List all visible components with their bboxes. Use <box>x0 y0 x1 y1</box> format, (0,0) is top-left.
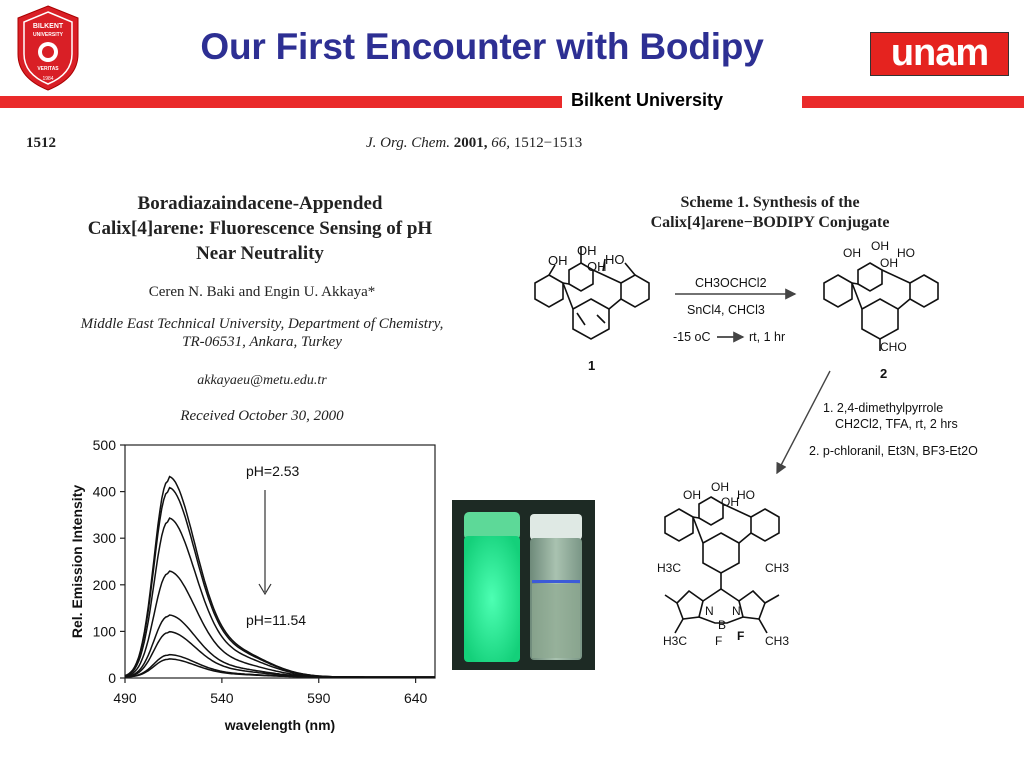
bodipy-boron: B <box>718 618 727 632</box>
oh-label: OH <box>843 246 861 260</box>
header-divider-left <box>0 96 562 108</box>
synthesis-scheme <box>525 235 1024 660</box>
green-vial <box>464 536 520 662</box>
journal-name: J. Org. Chem. <box>366 135 451 151</box>
bodipy-methyl: CH3 <box>765 561 790 575</box>
paper-title <box>18 191 502 266</box>
journal-citation <box>366 135 582 152</box>
journal-year: 2001, <box>453 135 488 151</box>
y-axis-label: Rel. Emission Intensity <box>69 484 85 639</box>
temp-start: -15 oC <box>673 330 711 344</box>
y-tick-label: 0 <box>108 670 116 686</box>
paper-title-line: Near Neutrality <box>196 243 324 264</box>
cho-label: CHO <box>880 340 907 354</box>
calixarene-bodipy-structure <box>665 497 779 633</box>
fluorescence-vials-photo <box>452 500 595 670</box>
bodipy-nitrogen: N <box>705 604 714 618</box>
unam-logo-text: unam <box>890 32 989 74</box>
spectrum-line <box>125 488 435 677</box>
oh-label: OH <box>711 480 729 494</box>
bodipy-methyl: H3C <box>657 561 682 575</box>
reagent-bottom: SnCl4, CHCl3 <box>687 303 765 317</box>
compound-1-label: 1 <box>588 358 596 373</box>
bodipy-methyl: CH3 <box>765 634 790 648</box>
header-divider-right <box>802 96 1024 108</box>
scheme-title-line: Scheme 1. Synthesis of the <box>680 194 860 211</box>
oh-label: OH <box>871 239 889 253</box>
chart-series <box>125 477 435 677</box>
oh-label: OH <box>548 253 568 268</box>
compound-2-label: 2 <box>880 366 888 381</box>
oh-label: HO <box>605 252 625 267</box>
affiliation-line: Middle East Technical University, Department of Chemistry, <box>80 316 444 332</box>
oh-label: OH <box>577 243 597 258</box>
vial-cap-left <box>464 512 520 540</box>
scheme-title <box>590 193 950 233</box>
spectrum-line <box>125 518 435 677</box>
step1-line1: 1. 2,4-dimethylpyrrole <box>823 401 944 415</box>
y-tick-label: 500 <box>92 437 116 453</box>
annotation-label: pH=11.54 <box>246 612 307 628</box>
x-tick-label: 640 <box>403 690 428 706</box>
university-name: Bilkent University <box>571 90 724 110</box>
slide-title: Our First Encounter with Bodipy <box>200 26 764 67</box>
oh-label: OH <box>587 259 607 274</box>
temp-end: rt, 1 hr <box>749 330 786 344</box>
y-tick-label: 200 <box>92 576 116 593</box>
y-tick-label: 300 <box>92 530 116 547</box>
emission-spectrum-chart <box>60 432 445 742</box>
paper-authors: Ceren N. Baki and Engin U. Akkaya* <box>148 284 376 300</box>
logo-text-4: 1984 <box>42 76 54 82</box>
author-email: akkayaeu@metu.edu.tr <box>197 373 327 388</box>
y-tick-label: 400 <box>92 483 116 500</box>
scheme-title-line: Calix[4]arene−BODIPY Conjugate <box>650 214 890 231</box>
bodipy-fluorine: F <box>715 634 723 648</box>
vial-cap-right <box>530 514 582 540</box>
annotation-label: pH=2.53 <box>246 463 300 479</box>
bodipy-methyl: H3C <box>663 634 688 648</box>
oh-label: OH <box>683 488 701 502</box>
oh-label: HO <box>897 246 915 260</box>
received-date: Received October 30, 2000 <box>180 408 344 424</box>
x-tick-label: 490 <box>113 690 137 706</box>
x-tick-label: 540 <box>210 690 234 706</box>
logo-text-1: BILKENT <box>32 23 64 30</box>
x-axis-label: wavelength (nm) <box>224 717 336 733</box>
journal-pages: 1512−1513 <box>513 135 583 151</box>
journal-volume: 66, <box>491 135 511 151</box>
spectrum-line <box>125 477 435 677</box>
unam-logo <box>870 32 1009 76</box>
bodipy-nitrogen: N <box>732 604 741 618</box>
step2: 2. p-chloranil, Et3N, BF3-Et2O <box>809 444 978 458</box>
oh-label: OH <box>880 256 898 270</box>
paper-title-line: Calix[4]arene: Fluorescence Sensing of pH <box>87 218 433 239</box>
oh-label: HO <box>737 488 755 502</box>
page-number: 1512 <box>26 135 56 151</box>
paper-title-line: Boradiazaindacene-Appended <box>137 193 383 214</box>
bodipy-fluorine: F <box>737 629 745 643</box>
logo-text-2: UNIVERSITY <box>32 32 64 38</box>
step1-line2: CH2Cl2, TFA, rt, 2 hrs <box>835 417 958 431</box>
oh-label: OH <box>721 495 739 509</box>
paper-affiliation <box>20 315 504 351</box>
bilkent-university-logo <box>12 4 84 92</box>
calixarene-2-structure <box>824 263 938 351</box>
vials-image <box>452 500 595 670</box>
affiliation-line: TR-06531, Ankara, Turkey <box>182 334 342 350</box>
y-tick-label: 100 <box>92 623 116 640</box>
plot-frame <box>125 445 435 678</box>
reagent-top: CH3OCHCl2 <box>695 276 767 290</box>
x-tick-label: 590 <box>307 690 331 706</box>
logo-text-3: VERITAS <box>37 66 59 72</box>
